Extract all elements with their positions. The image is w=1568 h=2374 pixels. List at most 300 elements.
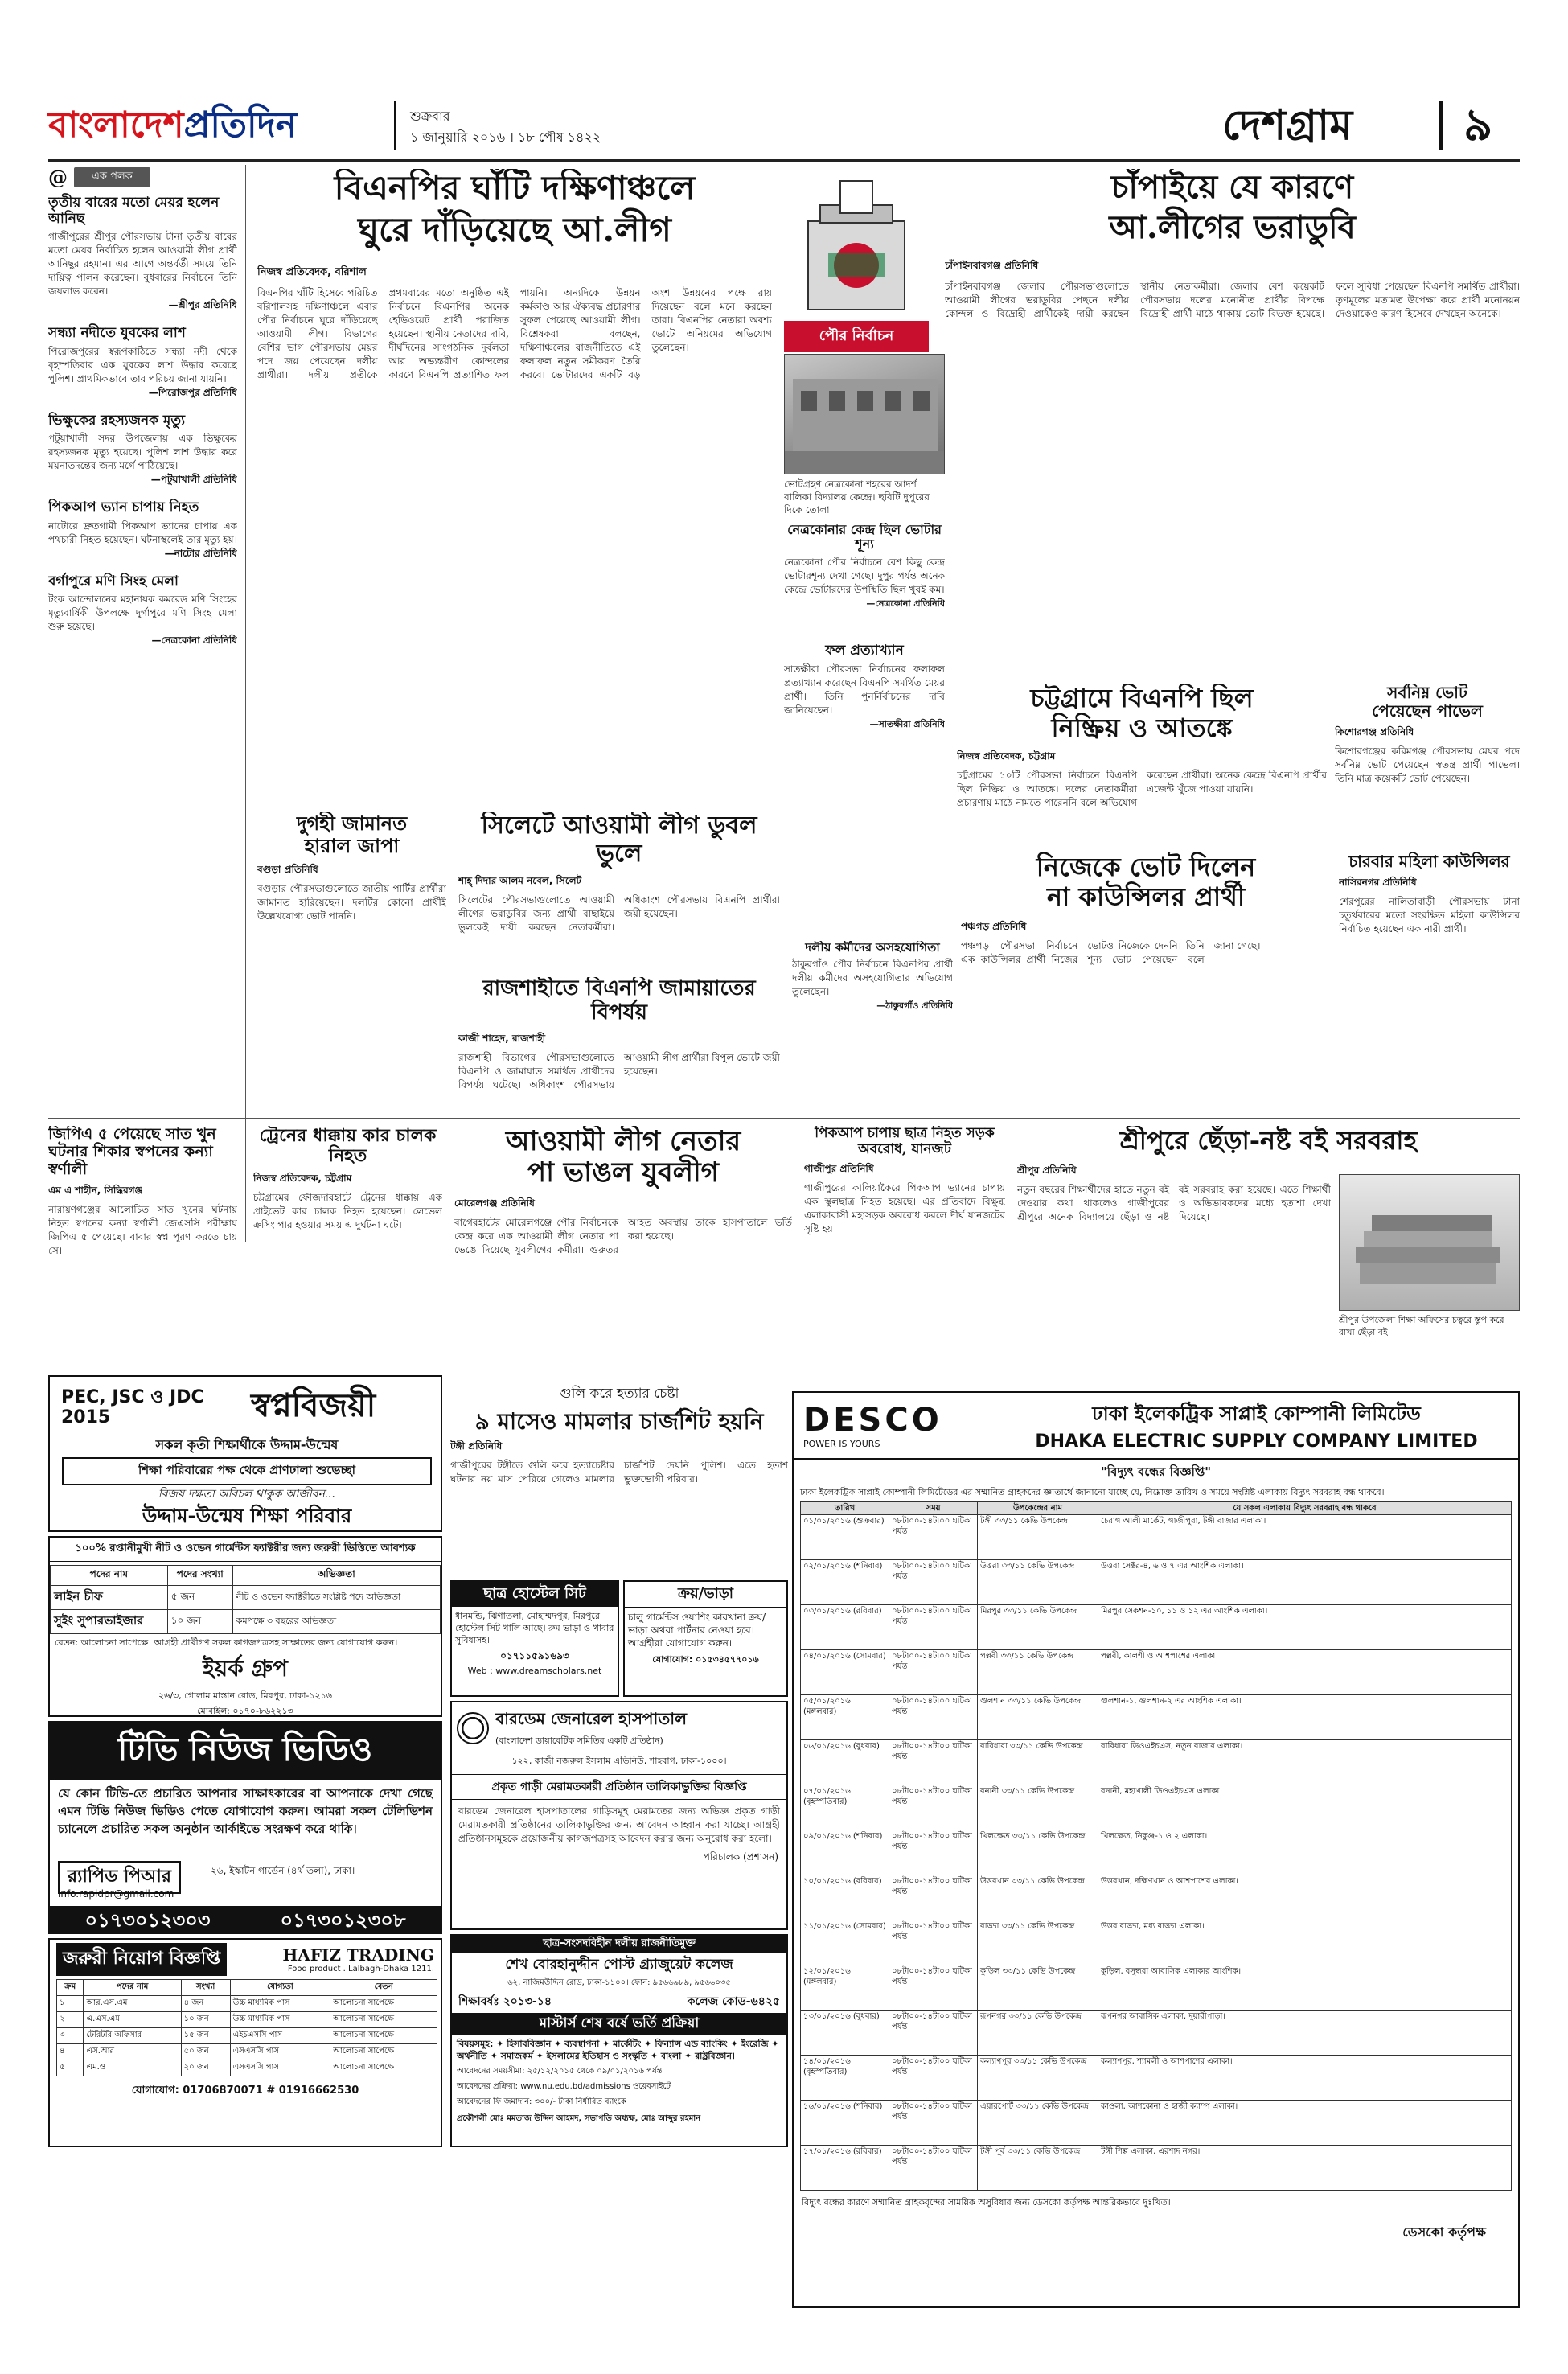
satkhira-box <box>792 941 953 1110</box>
hafiz-cell: ৫ <box>57 2060 84 2076</box>
table-row <box>57 1996 437 2012</box>
kroy-text: চালু গার্মেন্টস ওয়াশিং কারখানা ক্রয়/ভাড়া অথবা পার্টনার নেওয়া হবে। আগ্রহীরা যোগাযোগ করুন। <box>628 1612 766 1649</box>
desco-date: ১০/০১/২০১৬ (রবিবার) <box>801 1875 889 1920</box>
desco-header-cell: তারিখ <box>801 1502 889 1515</box>
desco-date: ১৪/০১/২০১৬ (বৃহস্পতিবার) <box>801 2056 889 2101</box>
mohila-body: শেরপুরের নালিতাবাড়ী পৌরসভায় টানা চতুর্থবারের মতো সংরক্ষিত মহিলা কাউন্সিলর নির্বাচিত হয়েছেন এক নারী প্রার্থী। <box>1339 896 1520 934</box>
election-logo <box>784 173 929 350</box>
section-title: দেশগ্রাম <box>1222 101 1353 150</box>
table-row <box>801 1875 1512 1920</box>
birdem-logo-icon <box>457 1712 489 1744</box>
table-row <box>801 1515 1512 1560</box>
boi-byline: শ্রীপুর প্রতিনিধি <box>1017 1164 1077 1176</box>
table-row <box>801 1650 1512 1695</box>
desco-sub: টঙ্গী ৩৩/১১ কেভি উপকেন্দ্র <box>978 1515 1098 1560</box>
phol-credit: —সাতক্ষীরা প্রতিনিধি <box>869 718 945 729</box>
kroy-phone: যোগাযোগ: ০১৫৩৪৫৭৭০১৬ <box>652 1654 759 1665</box>
desco-time: ০৮টা০০-১৪টা০০ ঘটিকা পর্যন্ত <box>889 2056 978 2101</box>
ctg-headline-line1: চট্টগ্রামে বিএনপি ছিল <box>1030 684 1254 713</box>
table-row <box>801 1605 1512 1650</box>
sorbonimno-byline: কিশোরগঞ্জ প্রতিনিধি <box>1335 726 1414 737</box>
desco-sub: উত্তরখান ৩৩/১১ কেভি উপকেন্দ্র <box>978 1875 1098 1920</box>
birdem-notice: প্রকৃত গাড়ী মেরামতকারী প্রতিষ্ঠান তালিকাভুক্তির বিজ্ঞপ্তি <box>452 1774 786 1800</box>
desco-header <box>794 1393 1518 1460</box>
election-label: পৌর নির্বাচন <box>784 321 929 352</box>
desco-title-block <box>1004 1399 1508 1452</box>
desco-header-cell: সময় <box>889 1502 978 1515</box>
desco-ad <box>792 1391 1520 2308</box>
sidebar-item <box>48 500 237 563</box>
jubalig-headline-line1: আওয়ামী লীগ নেতার <box>505 1126 741 1157</box>
desco-time: ০৮টা০০-১৪টা০০ ঘটিকা পর্যন্ত <box>889 1695 978 1740</box>
desco-header-cell: উপকেন্দ্রের নাম <box>978 1502 1098 1515</box>
sidebar-headline: বর্গাপুরে মণি সিংহ মেলা <box>48 573 179 589</box>
desco-sub: কল্যাণপুর ৩৩/১১ কেভি উপকেন্দ্র <box>978 2056 1098 2101</box>
hafiz-cell: উচ্চ মাধ্যমিক পাস <box>230 2012 330 2028</box>
boi-headline: শ্রীপুরে ছেঁড়া-নষ্ট বই সরবরাহ <box>1119 1126 1418 1156</box>
desco-area: কল্যাণপুর, শ্যামলী ও আশপাশের এলাকা। <box>1098 2056 1512 2101</box>
table-row <box>801 1965 1512 2011</box>
desco-area: চেরাগ আলী মার্কেট, গাজীপুরা, টঙ্গী বাজার এলাকা। <box>1098 1515 1512 1560</box>
sidebar-logo-icon: @ <box>48 165 68 189</box>
sidebar-text: গাজীপুরের শ্রীপুর পৌরসভায় টানা তৃতীয় বারের মতো মেয়র নির্বাচিত হলেন আওয়ামী লীগ প্রার্থী আনিছুর রহমান। এর আগে অন্তর্বর্তী সময়ে তিনি দায়িত্ব পালন করেছেন। বুধবারের নির্বাচনে তিনি জয়লাভ করেন। <box>48 231 237 298</box>
desco-area: খিলক্ষেত, নিকুঞ্জ-১ ও ২ এলাকা। <box>1098 1830 1512 1875</box>
guli-byline: টঙ্গী প্রতিনিধি <box>450 1440 503 1452</box>
desco-date: ০৬/০১/২০১৬ (বুধবার) <box>801 1740 889 1785</box>
hafiz-cell: ১৫ জন <box>181 2028 230 2044</box>
desco-date: ০৯/০১/২০১৬ (শনিবার) <box>801 1830 889 1875</box>
lead-story <box>257 169 772 812</box>
job-cell: কমপক্ষে ৩ বছরের অভিজ্ঞতা <box>232 1610 440 1634</box>
mohila-story <box>1339 852 1520 1110</box>
rajshahi-headline: রাজশাহীতে বিএনপি জামায়াতের বিপর্যয় <box>482 977 756 1025</box>
table-row <box>801 1785 1512 1830</box>
birdem-text: বারডেম জেনারেল হাসপাতালের গাড়িসমূহ মেরামতের জন্য অভিজ্ঞ প্রকৃত গাড়ী মেরামতকারী প্রতিষ্ঠানের তালিকাভুক্তির জন্য আবেদন আহ্বান করা যাচ্ছে। আগ্রহী প্রতিষ্ঠানসমূহকে প্রয়োজনীয় কাগজপত্রসহ আবেদন করার জন্য অনুরোধ করা হলো। <box>458 1805 780 1844</box>
job-ad <box>48 1536 442 1717</box>
swapno-ad <box>48 1375 442 1532</box>
desco-date: ১৭/০১/২০১৬ (রবিবার) <box>801 2146 889 2191</box>
hafiz-cell: এ.এস.এম <box>84 2012 181 2028</box>
birdem-address: ১২২, কাজী নজরুল ইসলাম এভিনিউ, শাহবাগ, ঢাকা-১০০০। <box>511 1756 727 1766</box>
job-cell: ১০ জন <box>167 1610 232 1634</box>
job-address: ২৬/৩, গোলাম মাস্তান রোড, মিরপুর, ঢাকা-১২১৬ <box>158 1690 332 1701</box>
guli-headline: ৯ মাসেও মামলার চার্জশিট হয়নি <box>474 1408 764 1435</box>
chapai-story <box>945 169 1520 676</box>
jubalig-story <box>454 1126 792 1367</box>
hafiz-cell: উচ্চ মাধ্যমিক পাস <box>230 1996 330 2012</box>
desco-time: ০৮টা০০-১৪টা০০ ঘটিকা পর্যন্ত <box>889 1965 978 2011</box>
hafiz-cell: ৫০ জন <box>181 2044 230 2060</box>
table-row <box>57 2012 437 2028</box>
pickup-body: গাজীপুরের কালিয়াকৈরে পিকআপ ভ্যানের চাপায় এক স্কুলছাত্র নিহত হয়েছে। এর প্রতিবাদে বিক্ষুব্ধ এলাকাবাসী মহাসড়ক অবরোধ করলে দীর্ঘ যানজটের সৃষ্টি হয়। <box>804 1182 1005 1235</box>
desco-time: ০৮টা০০-১৪টা০০ ঘটিকা পর্যন্ত <box>889 1875 978 1920</box>
dugahi-byline: বগুড়া প্রতিনিধি <box>257 864 318 876</box>
desco-time: ০৮টা০০-১৪টা০০ ঘটিকা পর্যন্ত <box>889 1515 978 1560</box>
tv-ad-phone1: ০১৭৩০১২৩০৩ <box>84 1909 211 1932</box>
job-header-cell: অভিজ্ঞতা <box>232 1566 440 1586</box>
hafiz-title: জরুরী নিয়োগ বিজ্ঞপ্তি <box>56 1943 227 1976</box>
sidebar-credit: —পটুয়াখালী প্রতিনিধি <box>150 474 237 486</box>
hafiz-header-cell: বেতন <box>330 1980 437 1996</box>
hafiz-phone: যোগাযোগ: 01706870071 # 01916662530 <box>131 2084 359 2097</box>
sidebar <box>48 165 237 1242</box>
desco-header-cell: যে সকল এলাকায় বিদ্যুৎ সরবরাহ বন্ধ থাকবে <box>1098 1502 1512 1515</box>
councillor-byline: পঞ্চগড় প্রতিনিধি <box>961 920 1027 932</box>
hafiz-cell: ১ <box>57 1996 84 2012</box>
job-table-header <box>51 1566 441 1586</box>
ballot-box-icon <box>784 173 929 318</box>
job-cell: ৫ জন <box>167 1586 232 1610</box>
masthead-rule <box>48 159 1520 162</box>
guli-body: গাজীপুরের টঙ্গীতে গুলি করে হত্যাচেষ্টার ঘটনার নয় মাস পেরিয়ে গেলেও মামলার চার্জশিট দেয়নি পুলিশ। এতে হতাশ ভুক্তভোগী পরিবার। <box>450 1460 788 1485</box>
satkhira-headline: দলীয় কর্মীদের অসহযোগিতা <box>805 941 940 955</box>
sidebar-item <box>48 326 237 402</box>
tv-ad-title: টিভি নিউজ ভিডিও <box>50 1723 441 1780</box>
satkhira-credit: —ঠাকুরগাঁও প্রতিনিধি <box>876 1000 953 1012</box>
hostel-title: ছাত্র হোস্টেল সিট <box>452 1582 618 1607</box>
jipi-story <box>48 1126 237 1367</box>
college-name: শেখ বোরহানুদ্দীন পোস্ট গ্র্যাজুয়েট কলেজ <box>505 1957 733 1973</box>
hostel-text: ধানমন্ডি, ঝিগাতলা, মোহাম্মদপুর, মিরপুরে হোস্টেল সিট খালি আছে। রুম ভাড়া ও খাবার সুবিধাসহ। <box>455 1611 614 1645</box>
hafiz-cell: আর.এস.এম <box>84 1996 181 2012</box>
sidebar-headline: তৃতীয় বারের মতো মেয়র হলেন আনিছ <box>48 195 220 227</box>
hafiz-header-cell: সংখ্যা <box>181 1980 230 1996</box>
jubalig-headline-line2: পা ভাঙল যুবলীগ <box>527 1156 719 1189</box>
desco-sub: এয়ারপোর্ট ৩৩/১১ কেভি উপকেন্দ্র <box>978 2101 1098 2146</box>
boi-photo-caption: শ্রীপুর উপজেলা শিক্ষা অফিসের চত্বরে স্তূপ করে রাখা ছেঁড়া বই <box>1339 1315 1504 1337</box>
building-icon <box>785 355 945 474</box>
sidebar-credit: —নাটোর প্রতিনিধি <box>164 547 237 559</box>
desco-area: বারিধারা ডিওএইচএস, নতুন বাজার এলাকা। <box>1098 1740 1512 1785</box>
college-top: ছাত্র-সংসদবিহীন দলীয় রাজনীতিমুক্ত <box>452 1936 786 1953</box>
desco-logo: DESCO <box>803 1402 942 1439</box>
desco-sub: মিরপুর ৩৩/১১ কেভি উপকেন্দ্র <box>978 1605 1098 1650</box>
jipi-headline: জিপিএ ৫ পেয়েছে সাত খুন ঘটনার শিকার স্বপনের কন্যা স্বর্ণালী <box>48 1126 216 1178</box>
sylhet-headline: সিলেটে আওয়ামী লীগ ডুবল ভুলে <box>481 812 757 868</box>
desco-area: রূপনগর আবাসিক এলাকা, দুয়ারীপাড়া। <box>1098 2011 1512 2056</box>
swapno-line3: বিজয় দক্ষতা অবিচল থাকুক আজীবন... <box>158 1488 336 1501</box>
ctg-body: চট্টগ্রামের ১০টি পৌরসভা নির্বাচনে বিএনপি ছিল নিষ্ক্রিয় ও আতঙ্কে। দলের নেতাকর্মীরা প্রচারণায় মাঠে নামতে পারেননি বলে অভিযোগ করেছেন প্রার্থীরা। অনেক কেন্দ্রে বিএনপি প্রার্থীর এজেন্ট খুঁজে পাওয়া যায়নি। <box>957 769 1327 808</box>
birdem-title: বারডেম জেনারেল হাসপাতাল <box>495 1709 688 1728</box>
table-row <box>57 2060 437 2076</box>
desco-date: ১২/০১/২০১৬ (মঙ্গলবার) <box>801 1965 889 2011</box>
hafiz-table-header <box>57 1980 437 1996</box>
desco-sub: বাড্ডা ৩৩/১১ কেভি উপকেন্দ্র <box>978 1920 1098 1965</box>
table-row <box>51 1586 441 1610</box>
desco-date: ১১/০১/২০১৬ (সোমবার) <box>801 1920 889 1965</box>
sidebar-text: নাটোরে দ্রুতগামী পিকআপ ভ্যানের চাপায় এক পথচারী নিহত হয়েছেন। ঘটনাস্থলেই তার মৃত্যু হয়। <box>48 520 237 545</box>
job-company: ইয়র্ক গ্রুপ <box>203 1655 288 1682</box>
hafiz-brand: HAFIZ TRADING <box>282 1945 434 1965</box>
hafiz-cell: ১০ জন <box>181 2012 230 2028</box>
college-fee: আবেদনের ফি জমাদান: ৩০০/- টাকা নির্ধারিত ব্যাংকে <box>457 2097 626 2106</box>
netrokona-body: নেত্রকোনা পৌর নির্বাচনে বেশ কিছু কেন্দ্র ভোটারশূন্য দেখা গেছে। দুপুর পর্যন্ত অনেক কেন্দ্রে ভোটারদের উপস্থিতি ছিল খুবই কম। <box>784 556 945 595</box>
table-row <box>801 2056 1512 2101</box>
section-rule <box>48 1118 1520 1119</box>
swapno-line2: শিক্ষা পরিবারের পক্ষ থেকে প্রাণঢালা শুভেচ্ছা <box>62 1457 432 1485</box>
desco-date: ০৭/০১/২০১৬ (বৃহস্পতিবার) <box>801 1785 889 1830</box>
desco-date: ০৩/০১/২০১৬ (রবিবার) <box>801 1605 889 1650</box>
tv-ad-address: ২৬, ইস্কাটন গার্ডেন (৪র্থ তলা), ঢাকা। <box>211 1865 355 1876</box>
tv-ad-phones <box>50 1906 441 1934</box>
sidebar-headline: ভিক্ষুকের রহস্যজনক মৃত্যু <box>48 412 186 429</box>
sidebar-credit: —পিরোজপুর প্রতিনিধি <box>148 386 237 398</box>
brand-logo <box>48 101 297 150</box>
sidebar-credit: —নেত্রকোনা প্রতিনিধি <box>151 635 237 647</box>
desco-notice: "বিদ্যুৎ বন্ধের বিজ্ঞপ্তি" <box>1100 1464 1212 1479</box>
hafiz-cell: আলোচনা সাপেক্ষে <box>330 1996 437 2012</box>
mohila-byline: নাসিরনগর প্রতিনিধি <box>1339 877 1417 888</box>
brand-part1: বাংলাদেশ <box>48 105 184 146</box>
desco-sub: টঙ্গী পূর্ব ৩৩/১১ কেভি উপকেন্দ্র <box>978 2146 1098 2191</box>
college-address: ৬২, নাজিমউদ্দিন রোড, ঢাকা-১১০০। ফোন: ৯৫৬৬৯৮৯, ৯৫৬৬০৩৫ <box>507 1978 731 1987</box>
hafiz-header <box>50 1940 441 1979</box>
hafiz-cell: টেরিটরি অফিসার <box>84 2028 181 2044</box>
desco-table <box>800 1501 1512 2191</box>
desco-time: ০৮টা০০-১৪টা০০ ঘটিকা পর্যন্ত <box>889 1785 978 1830</box>
job-cell: নীট ও ওভেন ফ্যাক্টরীতে সংশ্লিষ্ট পদে অভিজ্ঞতা <box>232 1586 440 1610</box>
hafiz-cell: এসএসসি পাস <box>230 2060 330 2076</box>
hafiz-header-cell: ক্রম <box>57 1980 84 1996</box>
desco-table-header <box>801 1502 1512 1515</box>
sidebar-header <box>48 165 237 189</box>
sidebar-text: টংক আন্দোলনের মহানায়ক কমরেড মণি সিংহের মৃত্যুবার্ষিকী উপলক্ষে দুর্গাপুরে মণি সিংহ মেলা শুরু হয়েছে। <box>48 594 237 633</box>
table-row <box>801 1695 1512 1740</box>
desco-footer: বিদ্যুৎ বন্ধের কারণে সম্মানিত গ্রাহকবৃন্দের সাময়িক অসুবিধার জন্য ডেসকো কর্তৃপক্ষ আন্তরিকভাবে দুঃখিত। <box>802 2197 1171 2208</box>
chapai-body: চাঁপাইনবাবগঞ্জ জেলার পৌরসভাগুলোতে আওয়ামী লীগের ভরাডুবির পেছনে দলীয় কোন্দল ও বিদ্রোহী প্রার্থীকেই দায়ী করছেন স্থানীয় নেতাকর্মীরা। জেলার বেশ কয়েকটি পৌরসভায় দলের মনোনীত প্রার্থীর বিপক্ষে বিদ্রোহী প্রার্থী মাঠে থাকায় ভোট বিভক্ত হয়েছে। ফলে সুবিধা পেয়েছেন বিএনপি সমর্থিত প্রার্থীরা। তৃণমূলের মতামত উপেক্ষা করে প্রার্থী মনোনয়ন দেওয়াকেও কারণ হিসেবে দেখছেন অনেকে। <box>945 281 1520 319</box>
job-header-cell: পদের নাম <box>51 1566 168 1586</box>
sidebar-label: এক পলক <box>74 167 150 187</box>
rajshahi-byline: কাজী শাহেদ, রাজশাহী <box>458 1032 546 1044</box>
ctg-headline-line2: নিষ্ক্রিয় ও আতঙ্কে <box>1051 712 1233 743</box>
hafiz-cell: আলোচনা সাপেক্ষে <box>330 2028 437 2044</box>
pickup-headline: পিকআপ চাপায় ছাত্র নিহত সড়ক অবরোধ, যানজট <box>815 1126 995 1157</box>
desco-time: ০৮টা০০-১৪টা০০ ঘটিকা পর্যন্ত <box>889 1650 978 1695</box>
birdem-header <box>452 1702 786 1754</box>
hafiz-cell: এস.আর <box>84 2044 181 2060</box>
masthead-divider <box>394 101 396 150</box>
table-row <box>801 2011 1512 2056</box>
column-rule <box>245 165 246 1242</box>
desco-sub: বনানী ৩৩/১১ কেভি উপকেন্দ্র <box>978 1785 1098 1830</box>
sylhet-body: সিলেটের পৌরসভাগুলোতে আওয়ামী লীগের ভরাডুবির জন্য প্রার্থী বাছাইয়ে ভুলকেই দায়ী করছেন নেতাকর্মীরা। অধিকাংশ পৌরসভায় বিএনপি প্রার্থীরা জয়ী হয়েছেন। <box>458 894 780 933</box>
chapai-byline: চাঁপাইনবাবগঞ্জ প্রতিনিধি <box>945 260 1039 271</box>
lead-body: বিএনপির ঘাঁটি হিসেবে পরিচিত বরিশালসহ দক্ষিণাঞ্চলে এবার পৌর নির্বাচনে ঘুরে দাঁড়িয়েছে আওয়ামী লীগ। বিভাগের বেশির ভাগ পৌরসভায় মেয়র পদে জয় পেয়েছেন দলীয় প্রার্থীরা। দলীয় প্রতীকে প্রথমবারের মতো অনুষ্ঠিত এই নির্বাচনে বিএনপির অনেক হেভিওয়েট প্রার্থী পরাজিত হয়েছেন। স্থানীয় নেতাদের দাবি, দীর্ঘদিনের সাংগঠনিক দুর্বলতা আর অভ্যন্তরীণ কোন্দলের কারণে বিএনপি প্রত্যাশিত ফল পায়নি। অন্যদিকে উন্নয়ন কর্মকাণ্ড আর ঐক্যবদ্ধ প্রচারণার সুফল পেয়েছে আওয়ামী লীগ। বিশ্লেষকরা বলছেন, দক্ষিণাঞ্চলের রাজনীতিতে এই ফলাফল নতুন সমীকরণ তৈরি করবে। ভোটারদের একটি বড় অংশ উন্নয়নের পক্ষে রায় দিয়েছেন বলে মনে করছেন তারা। বিএনপির নেতারা অবশ্য ভোটে অনিয়মের অভিযোগ তুলেছেন। <box>257 286 772 380</box>
section-divider <box>1439 101 1443 150</box>
kroy-ad <box>623 1580 788 1697</box>
sidebar-item <box>48 574 237 651</box>
college-footer: প্রকৌশলী মোঃ মমতাজ উদ্দিন আহমদ, সভাপতি অধ্যক্ষ, মোঃ আব্দুর রহমান <box>457 2114 701 2123</box>
desco-time: ০৮টা০০-১৪টা০০ ঘটিকা পর্যন্ত <box>889 1605 978 1650</box>
kroy-title: ক্রয়/ভাড়া <box>625 1582 786 1608</box>
councillor-headline-line1: নিজেকে ভোট দিলেন <box>1036 852 1256 882</box>
netrokona-credit: —নেত্রকোনা প্রতিনিধি <box>866 598 945 609</box>
lead-headline-line2: ঘুরে দাঁড়িয়েছে আ.লীগ <box>358 210 671 250</box>
sidebar-text: পটুয়াখালী সদর উপজেলায় এক ভিক্ষুকের রহস্যজনক মৃত্যু হয়েছে। পুলিশ লাশ উদ্ধার করে ময়নাতদন্তের জন্য মর্গে পাঠিয়েছে। <box>48 433 237 472</box>
table-row <box>57 2044 437 2060</box>
desco-area: কাওলা, আশকোনা ও হাজী ক্যাম্প এলাকা। <box>1098 2101 1512 2146</box>
polling-photo-caption: ভোটগ্রহণ নেত্রকোনা শহরের আদর্শ বালিকা বিদ্যালয় কেন্দ্রে। ছবিটি দুপুরের দিকে তোলা <box>784 478 930 515</box>
train-story <box>253 1126 442 1367</box>
dugahi-headline-line2: হারাল জাপা <box>304 833 400 857</box>
sorbonimno-headline-line1: সর্বনিম্ন ভোট <box>1387 684 1467 702</box>
tv-ad <box>48 1721 442 1934</box>
jubalig-body: বাগেরহাটের মোরেলগঞ্জে পৌর নির্বাচনকে কেন্দ্র করে এক আওয়ামী লীগ নেতার পা ভেঙে দিয়েছে যুবলীগের কর্মীরা। গুরুতর আহত অবস্থায় তাকে হাসপাতালে ভর্তি করা হয়েছে। <box>454 1217 792 1256</box>
pickup-story <box>804 1126 1005 1383</box>
ctg-story <box>957 684 1327 844</box>
job-header-cell: পদের সংখ্যা <box>167 1566 232 1586</box>
hafiz-cell: এসএসসি পাস <box>230 2044 330 2060</box>
hafiz-cell: ৪ <box>57 2044 84 2060</box>
hafiz-cell: এম.ও <box>84 2060 181 2076</box>
hostel-ad <box>450 1580 619 1697</box>
table-row <box>57 2028 437 2044</box>
dugahi-headline-line1: দুগহী জামানত <box>296 812 408 835</box>
desco-area: মিরপুর সেকশন-১০, ১১ ও ১২ এর আংশিক এলাকা। <box>1098 1605 1512 1650</box>
ctg-byline: নিজস্ব প্রতিবেদক, চট্টগ্রাম <box>957 750 1056 762</box>
desco-date: ১৬/০১/২০১৬ (শনিবার) <box>801 2101 889 2146</box>
hafiz-brand-block <box>282 1945 434 1974</box>
desco-intro: ঢাকা ইলেকট্রিক সাপ্লাই কোম্পানী লিমিটেডের এর সম্মানিত গ্রাহকদের জ্ঞাতার্থে জানানো যাচ্ছে যে, নিম্নোক্ত তারিখ ও সময়ে সংশ্লিষ্ট এলাকায় বিদ্যুৎ সরবরাহ বন্ধ থাকবে। <box>800 1487 1385 1497</box>
sidebar-headline: পিকআপ ভ্যান চাপায় নিহত <box>48 499 199 516</box>
lead-headline-line1: বিএনপির ঘাঁটি দক্ষিণাঞ্চলে <box>334 169 696 207</box>
page-number: ৯ <box>1463 99 1493 151</box>
job-cell: সুইং সুপারভাইজার <box>51 1610 168 1634</box>
hafiz-cell: এইচএসসি পাস <box>230 2028 330 2044</box>
masthead <box>48 95 1520 159</box>
table-row <box>801 2146 1512 2191</box>
desco-title-bn: ঢাকা ইলেকট্রিক সাপ্লাই কোম্পানী লিমিটেড <box>1092 1403 1421 1425</box>
desco-time: ০৮টা০০-১৪টা০০ ঘটিকা পর্যন্ত <box>889 1560 978 1605</box>
phol-body: সাতক্ষীরা পৌরসভা নির্বাচনের ফলাফল প্রত্যাখ্যান করেছেন বিএনপি সমর্থিত মেয়র প্রার্থী। তিনি পুনর্নির্বাচনের দাবি জানিয়েছেন। <box>784 663 945 716</box>
phol-box <box>784 643 945 764</box>
desco-time: ০৮টা০০-১৪টা০০ ঘটিকা পর্যন্ত <box>889 1740 978 1785</box>
desco-time: ০৮টা০০-১৪টা০০ ঘটিকা পর্যন্ত <box>889 1830 978 1875</box>
desco-title-en: DHAKA ELECTRIC SUPPLY COMPANY LIMITED <box>1035 1431 1478 1452</box>
birdem-sub: (বাংলাদেশ ডায়াবেটিক সমিতির একটি প্রতিষ্ঠান) <box>495 1735 663 1746</box>
birdem-signature: পরিচালক (প্রশাসন) <box>703 1851 778 1863</box>
books-pile-icon <box>1340 1175 1520 1311</box>
train-headline: ট্রেনের ধাক্কায় কার চালক নিহত <box>259 1126 437 1167</box>
sylhet-byline: শাহ্‌ দিদার আলম নবেল, সিলেট <box>458 875 582 886</box>
college-program: মাস্টার্স শেষ বর্ষে ভর্তি প্রক্রিয়া <box>452 2013 786 2035</box>
job-cell: লাইন চীফ <box>51 1586 168 1610</box>
jipi-byline: এম এ শাহীন, সিদ্ধিরগঞ্জ <box>48 1184 143 1196</box>
college-subjects: বিষয়সমূহ: ✦ হিসাববিজ্ঞান ✦ ব্যবস্থাপনা ✦ মার্কেটিং ✦ ফিন্যান্স এন্ড ব্যাংকিং ✦ ইংরেজি ✦ অর্থনীতি ✦ সমাজকর্ম ✦ ইসলামের ইতিহাস ও সংস্কৃতি ✦ বাংলা ✦ রাষ্ট্রবিজ্ঞান। <box>457 2039 779 2061</box>
tv-ad-phone2: ০১৭৩০১২৩০৮ <box>280 1909 406 1932</box>
guli-story <box>450 1383 788 1576</box>
college-code: কলেজ কোড-৬৪২৫ <box>687 1995 780 2008</box>
hafiz-header-cell: পদের নাম <box>84 1980 181 1996</box>
job-phone: মোবাইল: ০১৭০-৮৬২২১৩ <box>197 1706 293 1716</box>
desco-area: কুড়িল, বসুন্ধরা আবাসিক এলাকার আংশিক। <box>1098 1965 1512 2011</box>
sylhet-story <box>458 812 780 973</box>
sidebar-headline: সন্ধ্যা নদীতে যুবকের লাশ <box>48 325 186 342</box>
desco-area: উত্তর বাড্ডা, মধ্য বাড্ডা এলাকা। <box>1098 1920 1512 1965</box>
desco-time: ০৮টা০০-১৪টা০০ ঘটিকা পর্যন্ত <box>889 2101 978 2146</box>
hafiz-cell: আলোচনা সাপেক্ষে <box>330 2044 437 2060</box>
job-salary: বেতন: আলোচনা সাপেক্ষে। আগ্রহী প্রার্থীগণ সকল কাগজপত্রসহ সাক্ষাতের জন্য যোগাযোগ করুন। <box>55 1637 398 1648</box>
sidebar-item <box>48 195 237 314</box>
hafiz-cell: ৪ জন <box>181 1996 230 2012</box>
dugahi-body: বগুড়ার পৌরসভাগুলোতে জাতীয় পার্টির প্রার্থীরা জামানত হারিয়েছেন। দলটির কোনো প্রার্থীই উল্লেখযোগ্য ভোট পাননি। <box>257 883 446 922</box>
desco-tagline: POWER IS YOURS <box>803 1439 880 1449</box>
desco-time: ০৮টা০০-১৪টা০০ ঘটিকা পর্যন্ত <box>889 1920 978 1965</box>
masthead-day: শুক্রবার <box>410 109 450 124</box>
jubalig-byline: মোরেলগঞ্জ প্রতিনিধি <box>454 1197 535 1210</box>
sorbonimno-body: কিশোরগঞ্জের করিমগঞ্জ পৌরসভায় মেয়র পদে সর্বনিম্ন ভোট পেয়েছেন স্বতন্ত্র প্রার্থী পাভেল। তিনি মাত্র কয়েকটি ভোট পেয়েছেন। <box>1335 745 1520 784</box>
train-body: চট্টগ্রামের ফৌজদারহাটে ট্রেনের ধাক্কায় এক প্রাইভেট কার চালক নিহত হয়েছেন। লেভেল ক্রসিং পার হওয়ার সময় এ দুর্ঘটনা ঘটে। <box>253 1191 442 1230</box>
desco-area: উত্তরা সেক্টর-৪, ৬ ও ৭ এর আংশিক এলাকা। <box>1098 1560 1512 1605</box>
job-ad-title: ১০০% রপ্তানীমুখী নীট ও ওভেন গার্মেন্টস ফ্যাক্টরীর জন্য জরুরী ভিত্তিতে আবশ্যক <box>50 1538 441 1562</box>
phol-headline: ফল প্রত্যাখ্যান <box>825 643 904 659</box>
netrokona-headline: নেত্রকোনার কেন্দ্র ছিল ভোটার শূন্য <box>787 523 942 552</box>
hafiz-cell: ২ <box>57 2012 84 2028</box>
hostel-phone: ০১৭১১৫৯১৬৯৩ <box>500 1650 569 1661</box>
college-meta <box>452 1990 786 2013</box>
college-deadline: আবেদনের সময়সীমা: ২৫/১২/২০১৫ থেকে ০৯/০১/২০১৬ পর্যন্ত <box>457 2067 663 2076</box>
boi-body: নতুন বছরের শিক্ষার্থীদের হাতে নতুন বই দেওয়ার কথা থাকলেও গাজীপুরের শ্রীপুরে অনেক বিদ্যালয়ে ছেঁড়া ও নষ্ট বই সরবরাহ করা হয়েছে। এতে শিক্ষার্থী ও অভিভাবকদের মধ্যে হতাশা দেখা দিয়েছে। <box>1017 1183 1331 1222</box>
netrokona-box <box>784 523 945 635</box>
brand-part2: প্রতিদিন <box>183 105 297 146</box>
desco-area: গুলশান-১, গুলশান-২ এর আংশিক এলাকা। <box>1098 1695 1512 1740</box>
hafiz-brand-sub: Food product . Lalbagh-Dhaka 1211. <box>287 1965 434 1974</box>
rajshahi-body: রাজশাহী বিভাগের পৌরসভাগুলোতে বিএনপি ও জামায়াত সমর্থিত প্রার্থীদের বিপর্যয় ঘটেছে। অধিকাংশ পৌরসভায় আওয়ামী লীগ প্রার্থীরা বিপুল ভোটে জয়ী হয়েছেন। <box>458 1051 780 1090</box>
councillor-headline-line2: না কাউন্সিলর প্রার্থী <box>1046 881 1246 912</box>
desco-time: ০৮টা০০-১৪টা০০ ঘটিকা পর্যন্ত <box>889 2011 978 2056</box>
college-process: আবেদনের প্রক্রিয়া: www.nu.edu.bd/admissions ওয়েবসাইটে <box>457 2082 671 2091</box>
college-session: শিক্ষাবর্ষঃ ২০১৩-১৪ <box>458 1995 552 2008</box>
desco-area: বনানী, মহাখালী ডিওএইচএস এলাকা। <box>1098 1785 1512 1830</box>
desco-sub: গুলশান ৩৩/১১ কেভি উপকেন্দ্র <box>978 1695 1098 1740</box>
table-row <box>51 1610 441 1634</box>
pickup-byline: গাজীপুর প্রতিনিধি <box>804 1163 874 1175</box>
swapno-title: স্বপ্নবিজয়ী <box>251 1387 376 1424</box>
birdem-title-block <box>495 1707 687 1749</box>
desco-sub: বারিধারা ৩৩/১১ কেভি উপকেন্দ্র <box>978 1740 1098 1785</box>
swapno-brand: উদ্দাম-উন্মেষ শিক্ষা পরিবার <box>142 1505 352 1527</box>
train-byline: নিজস্ব প্রতিবেদক, চট্টগ্রাম <box>253 1172 352 1184</box>
desco-sub: খিলক্ষেত ৩৩/১১ কেভি উপকেন্দ্র <box>978 1830 1098 1875</box>
sorbonimno-story <box>1335 684 1520 844</box>
hafiz-cell: আলোচনা সাপেক্ষে <box>330 2012 437 2028</box>
chapai-headline-line2: আ.লীগের ভরাডুবি <box>1109 208 1356 246</box>
swapno-line1: সকল কৃতী শিক্ষার্থীকে উদ্দাম-উন্মেষ <box>155 1437 339 1452</box>
councillor-body: পঞ্চগড় পৌরসভা নির্বাচনে এক কাউন্সিলর প্রার্থী নিজের ভোটও নিজেকে দেননি। তিনি শূন্য ভোট পেয়েছেন বলে জানা গেছে। <box>961 939 1261 965</box>
jipi-body: নারায়ণগঞ্জের আলোচিত সাত খুনের ঘটনায় নিহত স্বপনের কন্যা স্বর্ণালী জেএসসি পরীক্ষায় জিপিএ ৫ পেয়েছে। বাবার স্বপ্ন পূরণ করতে চায় সে। <box>48 1203 237 1256</box>
hafiz-cell: ২০ জন <box>181 2060 230 2076</box>
hafiz-cell: ৩ <box>57 2028 84 2044</box>
sorbonimno-headline-line2: পেয়েছেন পাভেল <box>1372 701 1483 721</box>
polling-photo <box>784 354 945 474</box>
desco-date: ০১/০১/২০১৬ (শুক্রবার) <box>801 1515 889 1560</box>
table-row <box>801 1920 1512 1965</box>
desco-time: ০৮টা০০-১৪টা০০ ঘটিকা পর্যন্ত <box>889 2146 978 2191</box>
sidebar-text: পিরোজপুরের স্বরূপকাঠিতে সন্ধ্যা নদী থেকে বৃহস্পতিবার এক যুবকের লাশ উদ্ধার করেছে পুলিশ। প্রাথমিকভাবে তার পরিচয় জানা যায়নি। <box>48 345 237 384</box>
satkhira-body: ঠাকুরগাঁও পৌর নির্বাচনে বিএনপির প্রার্থী দলীয় কর্মীদের অসহযোগিতার অভিযোগ তুলেছেন। <box>792 959 953 998</box>
swapno-exams-text: PEC, JSC ও JDC <box>61 1387 204 1407</box>
hafiz-header-cell: যোগ্যতা <box>230 1980 330 1996</box>
tv-ad-text: যে কোন টিভি-তে প্রচারিত আপনার সাক্ষাৎকারের বা আপনাকে দেখা গেছে এমন টিভি নিউজ ভিডিও পেতে যোগাযোগ করুন। আমরা সকল টেলিভিশন চ্যানেলে প্রচারিত সকল অনুষ্ঠান আর্কাইভে সংরক্ষণ করে থাকি। <box>58 1786 433 1836</box>
birdem-ad <box>450 1701 788 1930</box>
chapai-headline-line1: চাঁপাইয়ে যে কারণে <box>1110 169 1354 206</box>
sidebar-credit: —শ্রীপুর প্রতিনিধি <box>168 299 237 311</box>
job-table <box>50 1565 441 1634</box>
table-row <box>801 1740 1512 1785</box>
desco-sub: উত্তরা ৩৩/১১ কেভি উপকেন্দ্র <box>978 1560 1098 1605</box>
desco-sub: কুড়িল ৩৩/১১ কেভি উপকেন্দ্র <box>978 1965 1098 2011</box>
desco-date: ১৩/০১/২০১৬ (বুধবার) <box>801 2011 889 2056</box>
